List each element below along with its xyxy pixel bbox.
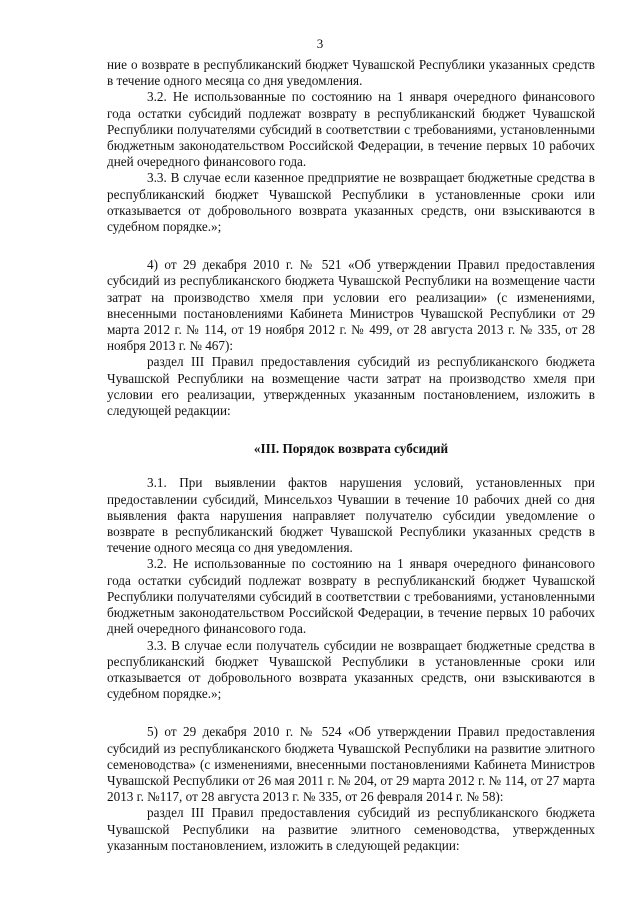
paragraph-3-2: 3.2. Не использованные по состоянию на 1 января очередного финансового года остатки субсидий подлежат возврату в республиканский бюджет Чувашской Республики получателями субсидий в соответствии с требованиями, установленными бюджетным законодательством Российской Федерации, в течение первых 10 рабочих дней очередного финансового года. xyxy=(107,89,595,170)
document-body xyxy=(107,57,595,854)
paragraph-section-iii-amendment-2: раздел III Правил предоставления субсидий из республиканского бюджета Чувашской Республики на развитие элитного семеноводства, утвержденных указанным постановлением, изложить в следующей редакции: xyxy=(107,805,595,853)
paragraph-item-5: 5) от 29 декабря 2010 г. № 524 «Об утверждении Правил предоставления субсидий из республиканского бюджета Чувашской Республики на развитие элитного семеноводства» (с изменениями, внесенными постановлениями Кабинета Министров Чувашской Республики от 26 мая 2011 г. № 204, от 29 марта 2012 г. № 114, от 27 марта 2013 г. №117, от 28 августа 2013 г. № 335, от 26 февраля 2014 г. № 58): xyxy=(107,724,595,805)
paragraph-3-2-new: 3.2. Не использованные по состоянию на 1 января очередного финансового года остатки субсидий подлежат возврату в республиканский бюджет Чувашской Республики получателями субсидий в соответствии с требованиями, установленными бюджетным законодательством Российской Федерации, в течение первых 10 рабочих дней очередного финансового года. xyxy=(107,556,595,637)
paragraph-3-1: 3.1. При выявлении фактов нарушения условий, установленных при предоставлении субсидий, Минсельхоз Чувашии в течение 10 рабочих дней со дня выявления факта нарушения направляет получателю субсидии уведомление о возврате в республиканский бюджет Чувашской Республики указанных средств в течение одного месяца со дня уведомления. xyxy=(107,475,595,556)
page-number: 3 xyxy=(316,36,324,51)
paragraph-item-4: 4) от 29 декабря 2010 г. № 521 «Об утверждении Правил предоставления субсидий из республиканского бюджета Чувашской Республики на возмещение части затрат на производство хмеля при условии его реализации» (с изменениями, внесенными постановлениями Кабинета Министров Чувашской Республики от 29 марта 2012 г. № 114, от 19 ноября 2012 г. № 499, от 28 августа 2013 г. № 335, от 28 ноября 2013 г. № 467): xyxy=(107,257,595,354)
section-heading: «III. Порядок возврата субсидий xyxy=(253,441,449,457)
paragraph-section-iii-amendment: раздел III Правил предоставления субсидий из республиканского бюджета Чувашской Республики на возмещение части затрат на производство хмеля при условии его реализации, утвержденных указанным постановлением, изложить в следующей редакции: xyxy=(107,354,595,419)
paragraph-3-3: 3.3. В случае если казенное предприятие не возвращает бюджетные средства в республиканский бюджет Чувашской Республики в установленные сроки или отказывается от добровольного возврата указанных средств, они взыскиваются в судебном порядке.»; xyxy=(107,170,595,235)
paragraph-3-3-new: 3.3. В случае если получатель субсидии не возвращает бюджетные средства в республиканский бюджет Чувашской Республики в установленные сроки или отказывается от добровольного возврата указанных средств, они взыскиваются в судебном порядке.»; xyxy=(107,637,595,702)
paragraph-continuation: ние о возврате в республиканский бюджет Чувашской Республики указанных средств в течение одного месяца со дня уведомления. xyxy=(107,57,595,89)
